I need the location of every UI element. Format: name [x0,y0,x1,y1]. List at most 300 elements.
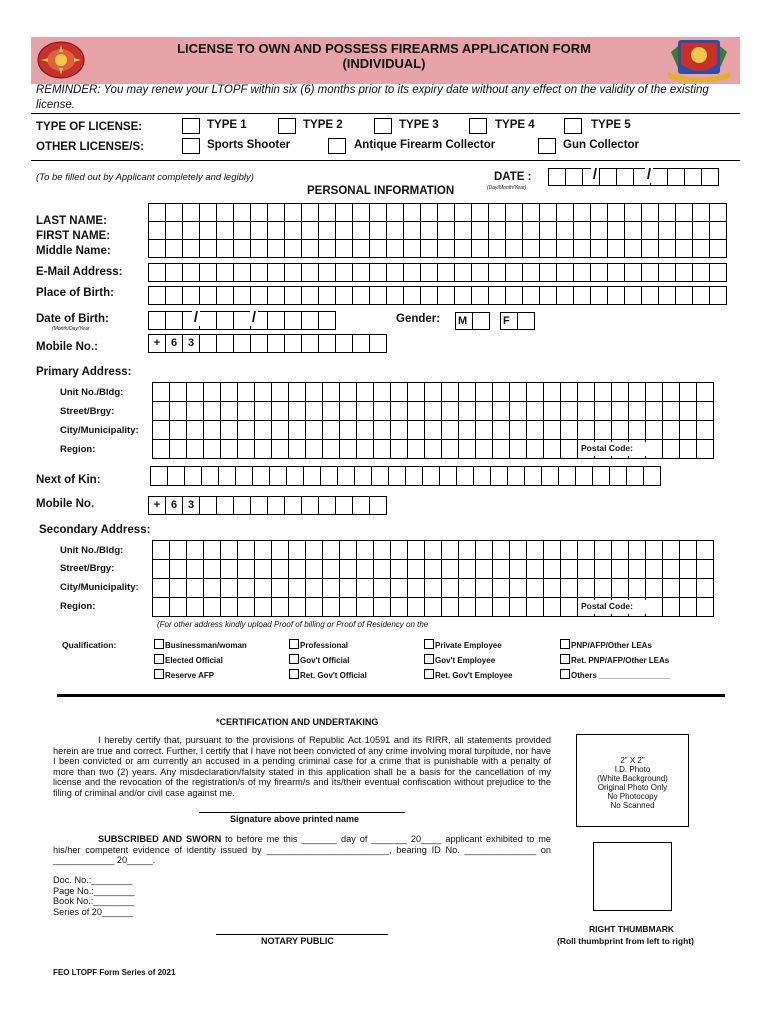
input-cell[interactable] [352,496,370,515]
input-cell[interactable] [182,286,200,305]
input-cell[interactable] [560,401,578,421]
input-cell[interactable] [352,239,370,258]
input-cell[interactable] [526,578,544,598]
input-cell[interactable] [607,286,625,305]
input-cell[interactable] [539,203,557,222]
input-cell[interactable] [437,239,455,258]
input-cell[interactable] [373,540,391,560]
input-cell[interactable] [305,559,323,579]
input-cell[interactable] [369,334,387,353]
input-cell[interactable] [679,382,697,402]
input-cell[interactable] [339,382,357,402]
input-cell[interactable] [509,420,527,440]
input-cell[interactable] [560,420,578,440]
input-cell[interactable] [560,439,578,459]
input-cell[interactable] [577,382,595,402]
input-cell[interactable] [641,221,659,240]
input-cell[interactable] [675,239,693,258]
input-cell[interactable] [271,578,289,598]
qual-checkbox[interactable] [154,639,164,649]
input-cell[interactable] [386,203,404,222]
input-cell[interactable] [424,401,442,421]
qual-option[interactable] [154,669,214,680]
input-cell[interactable] [441,420,459,440]
input-cell[interactable] [679,597,697,617]
input-cell[interactable] [390,578,408,598]
input-cell[interactable] [320,466,338,486]
input-cell[interactable] [250,334,268,353]
input-cell[interactable] [267,239,285,258]
mobile-input[interactable] [148,334,387,353]
input-cell[interactable] [696,382,714,402]
input-cell[interactable] [169,597,187,617]
input-cell[interactable] [352,221,370,240]
input-cell[interactable] [492,559,510,579]
input-cell[interactable] [628,540,646,560]
input-cell[interactable] [626,466,644,486]
input-cell[interactable] [424,439,442,459]
input-cell[interactable] [492,401,510,421]
input-cell[interactable] [422,466,440,486]
input-cell[interactable] [556,221,574,240]
secondary-city-input[interactable] [152,578,714,598]
input-cell[interactable] [658,221,676,240]
input-cell[interactable] [641,203,659,222]
input-cell[interactable] [658,286,676,305]
input-cell[interactable] [662,578,680,598]
input-cell[interactable] [233,203,251,222]
input-cell[interactable] [216,334,234,353]
input-cell[interactable] [611,382,629,402]
input-cell[interactable] [369,203,387,222]
qual-option[interactable] [560,669,670,680]
input-cell[interactable] [373,559,391,579]
input-cell[interactable] [335,203,353,222]
input-cell[interactable] [522,239,540,258]
input-cell[interactable] [475,578,493,598]
input-cell[interactable] [301,263,319,282]
input-cell[interactable] [407,559,425,579]
input-cell[interactable] [201,466,219,486]
input-cell[interactable] [526,401,544,421]
input-cell[interactable] [203,578,221,598]
input-cell[interactable] [199,286,217,305]
input-cell[interactable] [543,401,561,421]
input-cell[interactable] [237,382,255,402]
input-cell[interactable] [696,597,714,617]
input-cell[interactable] [369,221,387,240]
input-cell[interactable] [696,420,714,440]
input-cell[interactable] [539,286,557,305]
input-cell[interactable] [318,263,336,282]
input-cell[interactable] [454,286,472,305]
input-cell[interactable] [339,401,357,421]
input-cell[interactable] [679,401,697,421]
input-cell[interactable] [369,239,387,258]
input-cell[interactable] [199,311,217,330]
input-cell[interactable] [339,597,357,617]
input-cell[interactable] [305,540,323,560]
input-cell[interactable] [407,540,425,560]
input-cell[interactable] [271,439,289,459]
input-cell[interactable] [505,286,523,305]
input-cell[interactable] [386,221,404,240]
input-cell[interactable] [403,286,421,305]
input-cell[interactable] [407,401,425,421]
input-cell[interactable] [318,286,336,305]
input-cell[interactable] [288,540,306,560]
input-cell[interactable] [305,439,323,459]
input-cell[interactable] [709,203,727,222]
input-cell[interactable] [203,382,221,402]
input-cell[interactable] [488,286,506,305]
input-cell[interactable] [458,439,476,459]
input-cell[interactable] [441,597,459,617]
input-cell[interactable] [403,263,421,282]
input-cell[interactable] [424,420,442,440]
input-cell[interactable] [590,239,608,258]
input-cell[interactable] [203,420,221,440]
input-cell[interactable] [254,559,272,579]
input-cell[interactable] [645,578,663,598]
input-cell[interactable] [471,203,489,222]
qual-option[interactable] [154,639,247,650]
input-cell[interactable] [318,221,336,240]
input-cell[interactable] [390,540,408,560]
input-cell[interactable] [560,559,578,579]
input-cell[interactable] [611,559,629,579]
input-cell[interactable] [169,439,187,459]
input-cell[interactable] [439,466,457,486]
input-cell[interactable] [628,401,646,421]
input-cell[interactable] [199,203,217,222]
input-cell[interactable] [403,203,421,222]
input-cell[interactable] [565,168,583,186]
input-cell[interactable] [403,239,421,258]
input-cell[interactable] [522,286,540,305]
input-cell[interactable] [675,263,693,282]
input-cell[interactable] [490,466,508,486]
input-cell[interactable] [369,496,387,515]
input-cell[interactable] [318,311,336,330]
input-cell[interactable] [577,420,595,440]
input-cell[interactable] [152,401,170,421]
input-cell[interactable] [267,203,285,222]
input-cell[interactable] [407,439,425,459]
input-cell[interactable] [607,239,625,258]
input-cell[interactable] [235,466,253,486]
input-cell[interactable] [305,597,323,617]
input-cell[interactable] [152,420,170,440]
input-cell[interactable] [539,221,557,240]
input-cell[interactable] [675,221,693,240]
input-cell[interactable] [216,203,234,222]
input-cell[interactable] [284,221,302,240]
input-cell[interactable] [169,420,187,440]
input-cell[interactable] [335,263,353,282]
input-cell[interactable] [709,239,727,258]
input-cell[interactable] [152,597,170,617]
input-cell[interactable] [539,263,557,282]
type2-checkbox[interactable] [278,118,296,134]
input-cell[interactable] [441,401,459,421]
input-cell[interactable] [645,420,663,440]
input-cell[interactable] [233,496,251,515]
input-cell[interactable] [643,466,661,486]
input-cell[interactable] [216,496,234,515]
input-cell[interactable] [420,263,438,282]
input-cell[interactable] [577,578,595,598]
input-cell[interactable] [505,203,523,222]
input-cell[interactable] [658,239,676,258]
input-cell[interactable] [148,203,166,222]
input-cell[interactable] [165,263,183,282]
input-cell[interactable] [590,221,608,240]
input-cell[interactable] [560,597,578,617]
input-cell[interactable] [522,263,540,282]
input-cell[interactable] [624,203,642,222]
input-cell[interactable] [254,540,272,560]
input-cell[interactable] [203,559,221,579]
input-cell[interactable] [607,263,625,282]
input-cell[interactable] [509,540,527,560]
input-cell[interactable] [692,286,710,305]
input-cell[interactable] [220,382,238,402]
primary-street-input[interactable] [152,401,714,421]
input-cell[interactable] [271,382,289,402]
input-cell[interactable] [556,286,574,305]
input-cell[interactable] [318,496,336,515]
input-cell[interactable] [424,597,442,617]
input-cell[interactable] [611,401,629,421]
input-cell[interactable] [322,382,340,402]
secondary-street-input[interactable] [152,559,714,579]
input-cell[interactable] [369,263,387,282]
input-cell[interactable] [390,597,408,617]
input-cell[interactable] [658,263,676,282]
input-cell[interactable] [577,401,595,421]
input-cell[interactable] [254,420,272,440]
input-cell[interactable] [216,239,234,258]
input-cell[interactable] [492,382,510,402]
qual-checkbox[interactable] [424,654,434,664]
input-cell[interactable] [271,401,289,421]
input-cell[interactable] [475,597,493,617]
qual-option[interactable] [289,639,348,650]
qual-option[interactable] [560,654,669,665]
last-name-input[interactable] [148,203,727,222]
qual-checkbox[interactable] [289,669,299,679]
input-cell[interactable] [405,466,423,486]
input-cell[interactable] [356,420,374,440]
input-cell[interactable] [203,540,221,560]
input-cell[interactable] [558,466,576,486]
input-cell[interactable] [356,540,374,560]
input-cell[interactable] [186,401,204,421]
input-cell[interactable] [696,439,714,459]
input-cell[interactable] [556,239,574,258]
input-cell[interactable] [322,559,340,579]
input-cell[interactable] [322,420,340,440]
input-cell[interactable] [152,382,170,402]
input-cell[interactable] [539,239,557,258]
qual-option[interactable] [289,669,367,680]
input-cell[interactable] [267,334,285,353]
input-cell[interactable] [152,540,170,560]
qual-checkbox[interactable] [154,669,164,679]
input-cell[interactable] [709,286,727,305]
input-cell[interactable] [237,559,255,579]
input-cell[interactable] [322,540,340,560]
antique-collector-checkbox[interactable] [328,138,346,154]
input-cell[interactable] [356,382,374,402]
input-cell[interactable] [301,334,319,353]
qual-option[interactable] [424,669,512,680]
input-cell[interactable] [373,382,391,402]
input-cell[interactable] [641,286,659,305]
input-cell[interactable] [373,401,391,421]
input-cell[interactable] [356,559,374,579]
input-cell[interactable] [250,286,268,305]
input-cell[interactable] [301,311,319,330]
input-cell[interactable] [420,203,438,222]
qual-checkbox[interactable] [560,639,570,649]
input-cell[interactable] [424,382,442,402]
input-cell[interactable] [184,466,202,486]
input-cell[interactable] [167,466,185,486]
input-cell[interactable] [199,496,217,515]
input-cell[interactable] [662,420,680,440]
input-cell[interactable] [237,597,255,617]
input-cell[interactable] [543,540,561,560]
input-cell[interactable] [152,559,170,579]
input-cell[interactable] [475,382,493,402]
input-cell[interactable] [267,221,285,240]
input-cell[interactable] [203,439,221,459]
input-cell[interactable] [628,559,646,579]
input-cell[interactable] [628,420,646,440]
input-cell[interactable] [594,559,612,579]
input-cell[interactable] [254,597,272,617]
input-cell[interactable] [284,286,302,305]
input-cell[interactable] [288,597,306,617]
input-cell[interactable] [471,263,489,282]
input-cell[interactable] [390,420,408,440]
input-cell[interactable] [390,559,408,579]
input-cell[interactable] [339,578,357,598]
input-cell[interactable] [373,597,391,617]
input-cell[interactable] [645,559,663,579]
input-cell[interactable] [390,401,408,421]
input-cell[interactable] [165,203,183,222]
input-cell[interactable] [220,597,238,617]
input-cell[interactable] [594,540,612,560]
input-cell[interactable] [148,311,166,330]
input-cell[interactable] [543,578,561,598]
input-cell[interactable] [577,559,595,579]
place-of-birth-input[interactable] [148,286,727,305]
input-cell[interactable] [488,263,506,282]
input-cell[interactable] [679,439,697,459]
input-cell[interactable] [369,286,387,305]
input-cell[interactable] [148,239,166,258]
input-cell[interactable] [641,263,659,282]
gender-f[interactable] [500,312,535,330]
next-of-kin-input[interactable] [150,466,661,486]
gun-collector-checkbox[interactable] [538,138,556,154]
input-cell[interactable] [456,466,474,486]
input-cell[interactable] [220,439,238,459]
gender-m-check[interactable] [472,312,490,330]
input-cell[interactable] [624,221,642,240]
qual-option[interactable] [154,654,223,665]
input-cell[interactable] [301,286,319,305]
input-cell[interactable] [522,203,540,222]
input-cell[interactable] [424,578,442,598]
input-cell[interactable] [471,239,489,258]
input-cell[interactable] [505,263,523,282]
input-cell[interactable] [150,466,168,486]
qual-option[interactable] [424,639,502,650]
input-cell[interactable] [684,168,702,186]
input-cell[interactable] [233,221,251,240]
input-cell[interactable] [271,540,289,560]
input-cell[interactable] [386,286,404,305]
input-cell[interactable] [220,559,238,579]
input-cell[interactable] [182,221,200,240]
input-cell[interactable] [288,401,306,421]
input-cell[interactable] [696,540,714,560]
input-cell[interactable] [237,439,255,459]
input-cell[interactable] [301,239,319,258]
input-cell[interactable] [318,334,336,353]
type3-checkbox[interactable] [374,118,392,134]
input-cell[interactable] [250,221,268,240]
input-cell[interactable] [284,263,302,282]
input-cell[interactable] [548,168,566,186]
input-cell[interactable] [288,420,306,440]
input-cell[interactable] [709,221,727,240]
input-cell[interactable] [543,382,561,402]
input-cell[interactable] [339,559,357,579]
input-cell[interactable] [475,439,493,459]
input-cell[interactable] [560,578,578,598]
input-cell[interactable] [543,439,561,459]
mobile2-input[interactable] [148,496,387,515]
input-cell[interactable] [322,578,340,598]
input-cell[interactable] [458,597,476,617]
input-cell[interactable] [169,382,187,402]
input-cell[interactable] [454,263,472,282]
input-cell[interactable] [371,466,389,486]
input-cell[interactable] [373,420,391,440]
input-cell[interactable] [165,221,183,240]
input-cell[interactable] [526,597,544,617]
input-cell[interactable] [667,168,685,186]
input-cell[interactable] [254,578,272,598]
input-cell[interactable] [524,466,542,486]
input-cell[interactable] [233,263,251,282]
input-cell[interactable] [488,239,506,258]
input-cell[interactable] [594,578,612,598]
input-cell[interactable] [437,221,455,240]
input-cell[interactable] [692,239,710,258]
input-cell[interactable] [420,221,438,240]
input-cell[interactable] [271,559,289,579]
input-cell[interactable] [233,311,251,330]
input-cell[interactable] [152,439,170,459]
input-cell[interactable] [284,311,302,330]
